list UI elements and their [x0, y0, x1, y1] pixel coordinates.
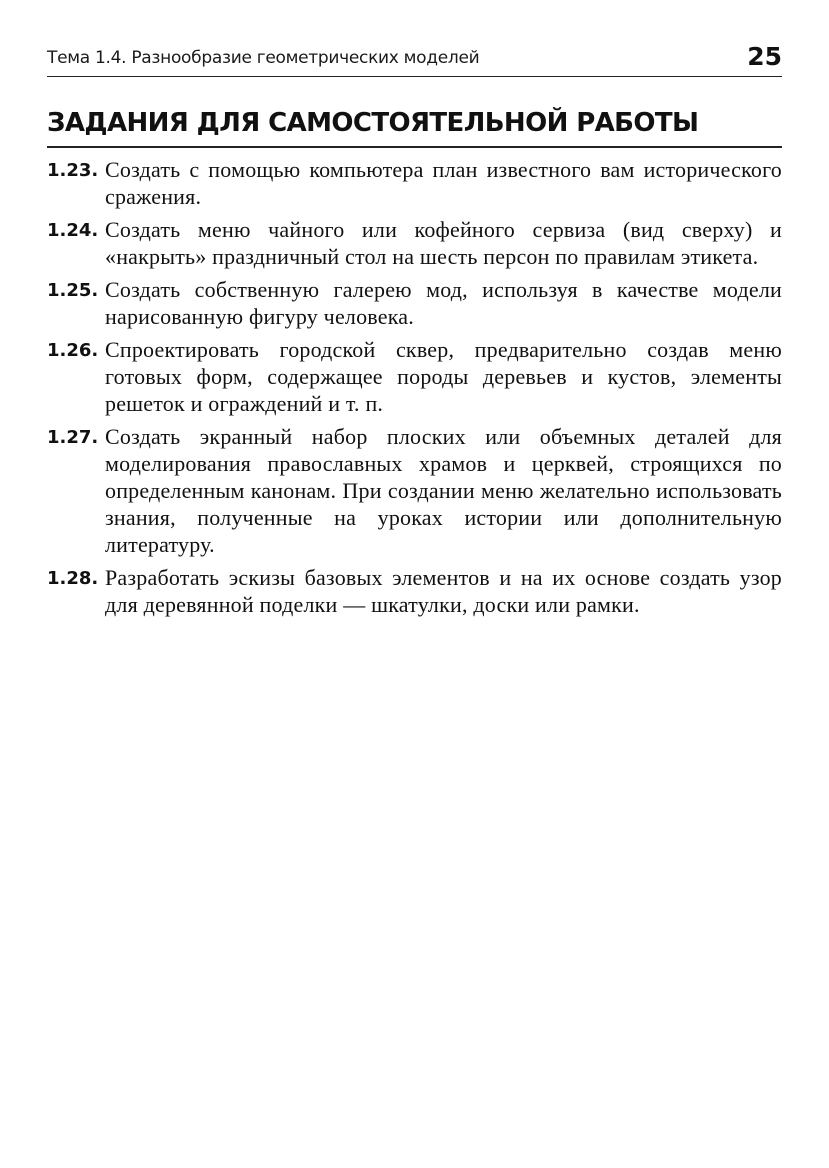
section-heading: ЗАДАНИЯ ДЛЯ САМОСТОЯТЕЛЬНОЙ РАБОТЫ — [47, 108, 699, 138]
task-number: 1.25. — [47, 280, 99, 301]
task-text: Создать с помощью компьютера план известного вам исторического сражения. — [105, 157, 782, 209]
task-number: 1.24. — [47, 220, 99, 241]
task-number: 1.27. — [47, 427, 99, 448]
task-list — [47, 156, 782, 624]
running-title: Тема 1.4. Разнообразие геометрических моделей — [47, 48, 480, 68]
task-text: Создать экранный набор плоских или объемных деталей для моделирования православных храмов и церквей, строящихся по определенным канонам. При создании меню желательно использовать знания, полученные на уроках истории или дополнительную литературу. — [105, 424, 782, 557]
task-item — [47, 156, 782, 210]
task-number: 1.28. — [47, 568, 99, 589]
page-number: 25 — [747, 42, 782, 71]
heading-divider — [47, 146, 782, 148]
task-item — [47, 564, 782, 618]
task-item — [47, 216, 782, 270]
header-divider — [47, 76, 782, 77]
task-text: Спроектировать городской сквер, предварительно создав меню готовых форм, содержащее породы деревьев и кустов, элементы решеток и ограждений и т. п. — [105, 337, 782, 416]
task-text: Разработать эскизы базовых элементов и на их основе создать узор для деревянной поделки — шкатулки, доски или рамки. — [105, 565, 782, 617]
running-header — [47, 42, 782, 74]
task-item — [47, 423, 782, 558]
task-item — [47, 276, 782, 330]
task-number: 1.26. — [47, 340, 99, 361]
task-text: Создать меню чайного или кофейного сервиза (вид сверху) и «накрыть» праздничный стол на шесть персон по правилам этикета. — [105, 217, 782, 269]
task-text: Создать собственную галерею мод, используя в качестве модели нарисованную фигуру человека. — [105, 277, 782, 329]
task-item — [47, 336, 782, 417]
task-number: 1.23. — [47, 160, 99, 181]
